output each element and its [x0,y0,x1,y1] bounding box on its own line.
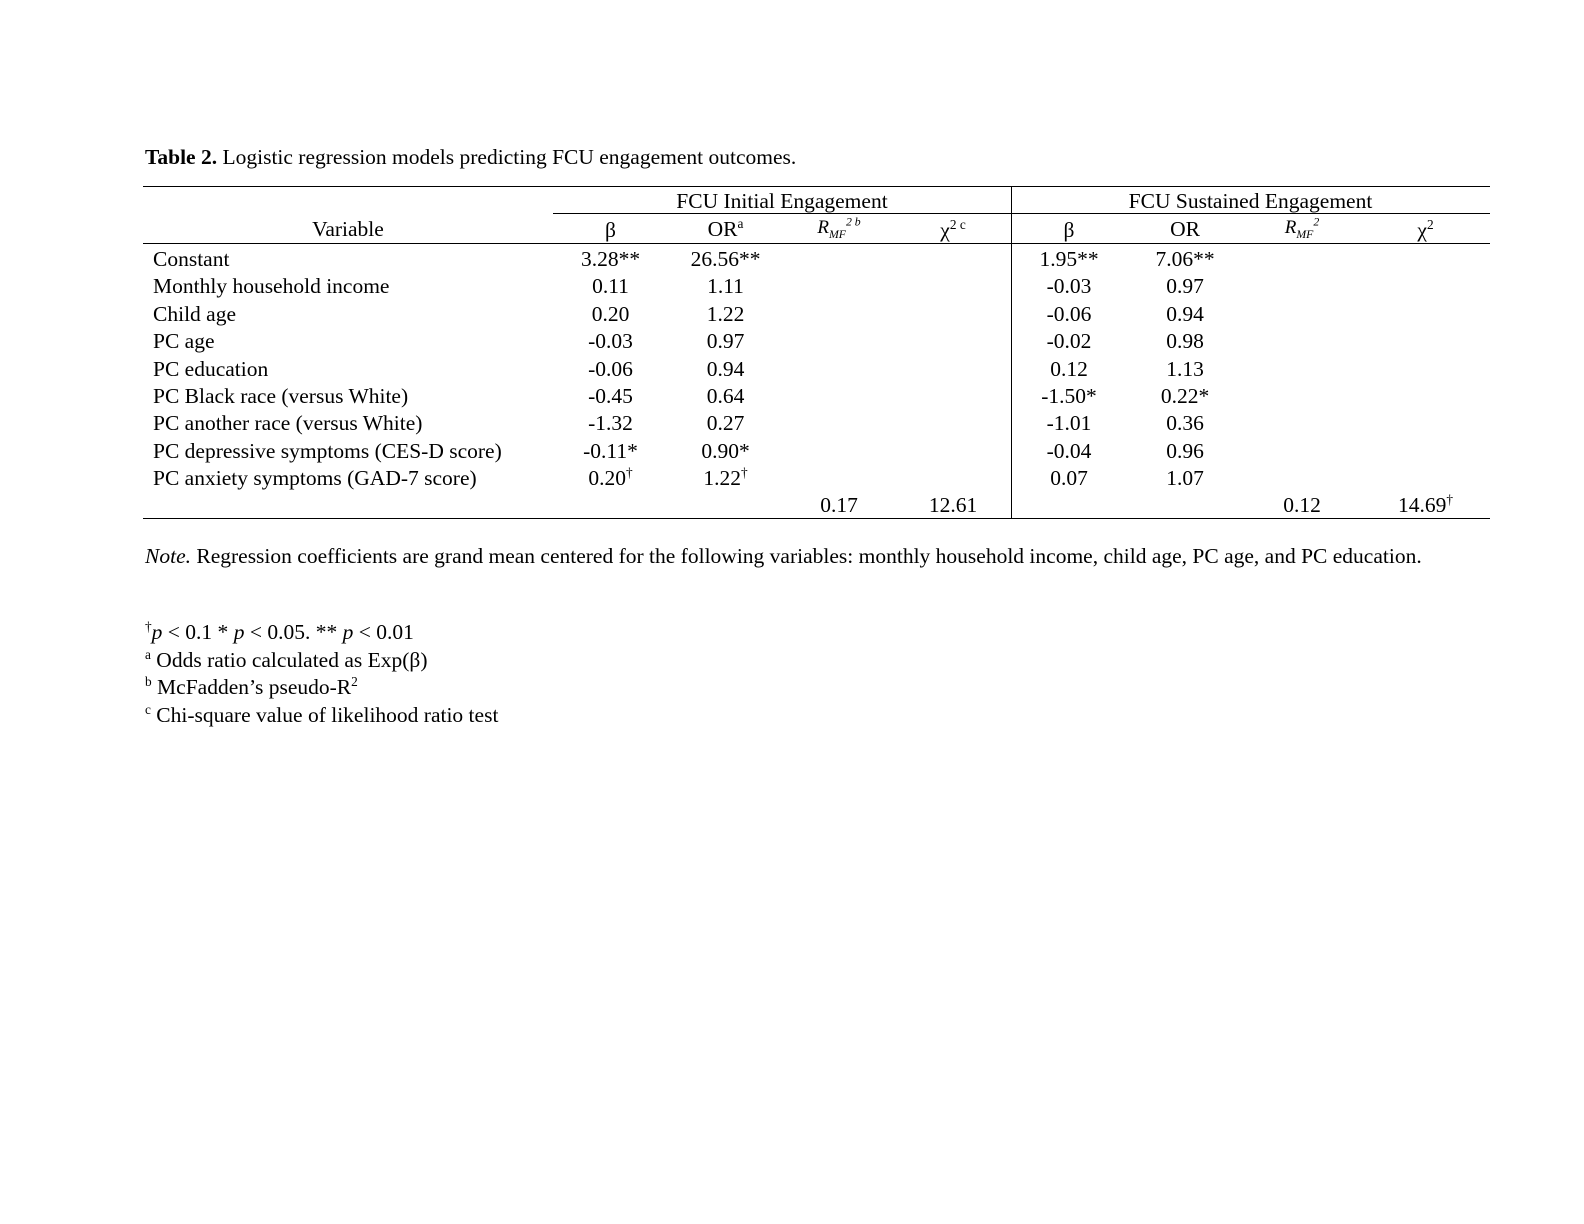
table-caption-label: Table 2. [145,145,218,169]
footnote-a [145,647,498,675]
sustained-r2-value: 0.12 [1283,493,1321,517]
significance-mark: † [740,465,748,481]
sustained-beta-cell-value: -0.03 [1046,274,1092,299]
or-footnote-mark: a [737,215,744,231]
variable-cell [153,410,553,437]
footnote-c-text: Chi-square value of likelihood ratio test [150,702,499,727]
sustained-beta-cell [1011,410,1127,437]
sustained-or-cell-value: 7.06** [1155,247,1215,271]
variable-cell [153,246,553,273]
chi-letter: χ [1417,218,1427,242]
sustained-or-cell-value: 1.07 [1166,466,1204,491]
initial-beta-cell [553,301,668,328]
footnotes [145,619,498,729]
initial-beta-cell [553,246,668,273]
r2-footnote-mark: b [851,215,861,229]
initial-or-cell-value: 26.56** [690,247,761,271]
sustained-or-cell-value: 0.96 [1166,438,1204,463]
sustained-beta-cell [1011,383,1127,410]
initial-chi2-value: 12.61 [928,493,978,517]
variable-cell [153,438,553,465]
sustained-or-cell [1127,328,1243,355]
variable-cell-value: Child age [153,301,236,326]
sustained-chi2-number: 14.69 [1397,493,1447,517]
col-header-sustained-chi2 [1361,217,1490,244]
chi-letter: χ [940,218,950,242]
chi-power: 2 [1426,216,1434,232]
initial-or-cell-value: 0.64 [706,384,745,408]
footnote-c-mark: c [145,701,151,717]
variable-cell [153,273,553,300]
sustained-beta-cell-value: -1.01 [1046,411,1092,436]
initial-beta-cell-value: -0.03 [588,329,633,354]
r2-letter: R [1284,217,1297,238]
table-caption [145,145,796,170]
p-symbol: p [151,620,163,644]
r2-subscript: MF [1296,227,1314,241]
sustained-beta-cell-value: 1.95** [1039,247,1099,271]
table-top-rule [143,186,1490,187]
chi-power: 2 [949,216,957,232]
initial-beta-cell-value: -0.06 [588,356,633,381]
initial-or-cell-value: 0.90* [701,438,750,463]
initial-beta-cell-value: 0.20 [591,301,630,326]
initial-beta-cell [553,383,668,410]
initial-or-cell [668,328,783,355]
significance-legend [145,619,498,647]
sustained-or-cell [1127,301,1243,328]
variable-cell [153,383,553,410]
variable-cell [153,328,553,355]
col-header-initial-chi2 [895,217,1011,244]
p-symbol: p [342,620,354,644]
sustained-or-cell-value: 0.22* [1160,384,1210,408]
r2-power: 2 [845,215,852,229]
sustained-beta-cell [1011,356,1127,383]
initial-or-cell-value: 1.22 [703,466,741,491]
table-caption-text: Logistic regression models predicting FCU engagement outcomes. [217,145,797,169]
sustained-or-cell [1127,410,1243,437]
table-note [145,542,1445,570]
r2-subscript: MF [828,227,846,241]
sustained-or-cell-value: 0.36 [1166,411,1204,436]
initial-beta-cell-value: -0.11* [583,438,638,463]
sustained-beta-cell-value: -0.04 [1046,438,1092,463]
sustained-beta-cell [1011,465,1127,492]
sustained-or-cell [1127,465,1243,492]
col-header-initial-or [668,216,783,243]
sustained-or-cell [1127,273,1243,300]
footnote-a-mark: a [145,646,151,662]
initial-beta-cell-value: 3.28** [580,247,641,271]
variable-cell-value: Constant [153,247,230,271]
initial-r2-value: 0.17 [820,493,858,517]
sustained-beta-cell-value: 0.12 [1050,356,1088,381]
initial-beta-cell [553,465,668,492]
initial-beta-cell-value: -1.32 [588,411,633,436]
r2-letter: R [817,217,829,238]
r2-power: 2 [1313,215,1320,229]
sustained-or-cell-value: 0.94 [1166,301,1204,326]
dagger-mark: † [145,618,152,634]
group-header-sustained: FCU Sustained Engagement [1128,189,1373,213]
sustained-beta-cell [1011,301,1127,328]
sustained-beta-cell [1011,438,1127,465]
initial-or-cell-value: 1.22 [706,301,745,326]
initial-beta-cell [553,273,668,300]
group-header-initial: FCU Initial Engagement [676,189,888,213]
col-header-variable: Variable [312,217,384,241]
footnote-b [145,674,498,702]
footnote-b-power: 2 [351,673,358,689]
sustained-chi2-value [1361,492,1490,519]
variable-cell-value: PC Black race (versus White) [153,384,409,408]
initial-or-cell [668,465,783,492]
initial-or-cell [668,301,783,328]
initial-beta-cell [553,438,668,465]
col-header-sustained-beta: β [1063,218,1075,242]
initial-or-cell-value: 0.94 [706,356,745,381]
col-header-sustained-or: OR [1170,217,1200,241]
sustained-beta-cell-value: -0.02 [1046,329,1092,354]
note-text: Regression coefficients are grand mean centered for the following variables: monthly household income, child age, PC age, and PC education. [190,544,1422,568]
header-bottom-rule [143,243,1490,244]
or-label: OR [707,217,738,241]
sustained-or-cell [1127,383,1243,410]
sustained-beta-cell [1011,273,1127,300]
variable-cell-value: PC age [153,329,215,354]
footnote-b-mark: b [145,673,152,689]
sig-text-1: < 0.1 * [162,620,234,644]
sustained-beta-cell-value: -0.06 [1046,301,1092,326]
initial-beta-cell [553,356,668,383]
initial-beta-cell-value: 0.11 [592,274,629,299]
variable-cell-value: PC another race (versus White) [153,411,423,436]
sustained-chi2-sig: † [1446,491,1454,507]
variable-cell [153,465,553,492]
variable-cell-value: PC depressive symptoms (CES-D score) [153,438,502,463]
sustained-beta-cell [1011,328,1127,355]
sustained-or-cell [1127,438,1243,465]
col-header-initial-r2 [783,214,895,241]
initial-or-cell [668,383,783,410]
initial-or-cell [668,438,783,465]
initial-beta-cell-value: 0.20 [588,466,626,491]
initial-beta-cell [553,410,668,437]
sustained-beta-cell-value: 0.07 [1050,466,1088,491]
initial-or-cell [668,273,783,300]
initial-or-cell [668,356,783,383]
sustained-or-cell [1127,356,1243,383]
note-label: Note. [145,544,191,568]
variable-cell [153,356,553,383]
col-header-initial-beta: β [605,218,616,242]
sig-text-2: < 0.05. ** [244,620,343,644]
footnote-a-text: Odds ratio calculated as Exp(β) [150,647,428,672]
variable-cell [153,301,553,328]
initial-or-cell [668,410,783,437]
col-header-sustained-r2 [1243,214,1361,241]
footnote-c [145,702,498,730]
chi-footnote-mark: c [956,216,966,232]
chi-superscript [950,217,966,232]
p-symbol: p [233,620,245,644]
initial-or-cell-value: 0.27 [706,411,745,436]
variable-cell-value: PC education [153,356,269,381]
significance-mark: † [625,465,633,481]
variable-cell-value: Monthly household income [153,274,390,299]
sustained-beta-cell [1011,246,1127,273]
sustained-or-cell-value: 0.97 [1166,274,1204,299]
regression-table [143,186,1490,526]
footnote-b-text: McFadden’s pseudo-R [151,675,352,699]
initial-beta-cell-value: -0.45 [588,384,633,408]
variable-cell-value: PC anxiety symptoms (GAD-7 score) [153,466,477,491]
initial-or-cell [668,246,783,273]
initial-or-cell-value: 1.11 [707,274,744,299]
r2-superscript [846,216,861,229]
initial-beta-cell [553,328,668,355]
sustained-or-cell-value: 1.13 [1166,356,1204,381]
sustained-beta-cell-value: -1.50* [1041,384,1097,408]
sustained-or-cell-value: 0.98 [1166,329,1204,354]
sustained-or-cell [1127,246,1243,273]
initial-or-cell-value: 0.97 [706,329,745,354]
sig-text-3: < 0.01 [353,620,414,644]
